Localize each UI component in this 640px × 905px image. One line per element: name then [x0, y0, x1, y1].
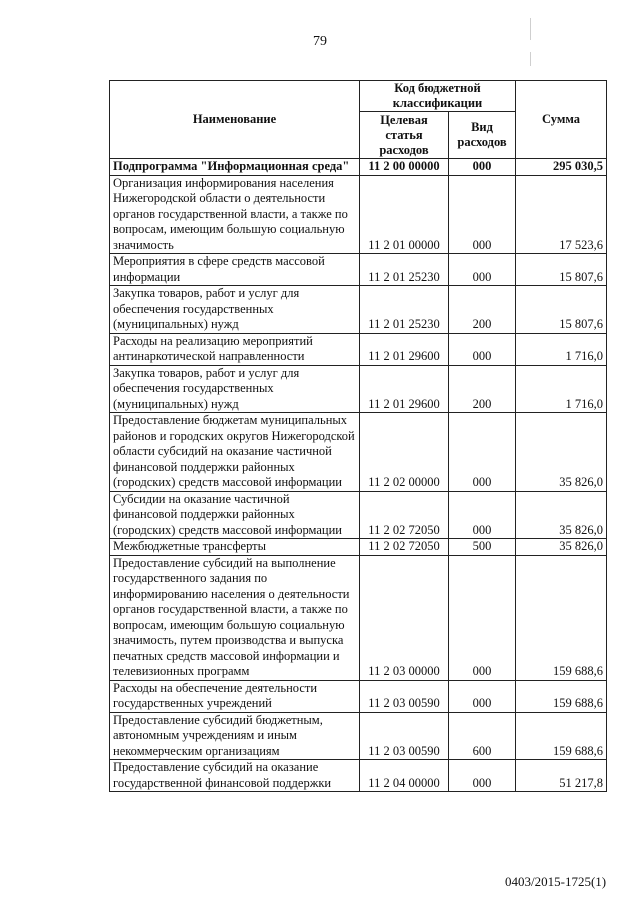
- table-body: [110, 159, 607, 792]
- table-row: [110, 712, 607, 760]
- row-target-code: 11 2 03 00590: [360, 680, 449, 712]
- row-target-code: 11 2 02 72050: [360, 539, 449, 556]
- table-row: [110, 286, 607, 334]
- row-sum: 35 826,0: [516, 539, 607, 556]
- table-row: [110, 159, 607, 176]
- row-name: Предоставление субсидий на оказание государственной финансовой поддержки: [110, 760, 360, 792]
- row-name: Закупка товаров, работ и услуг для обеспечения государственных (муниципальных) нужд: [110, 365, 360, 413]
- row-expense-type: 200: [449, 286, 516, 334]
- margin-mark: [530, 52, 531, 66]
- row-sum: 1 716,0: [516, 365, 607, 413]
- row-target-code: 11 2 01 29600: [360, 333, 449, 365]
- row-expense-type: 000: [449, 413, 516, 492]
- row-expense-type: 000: [449, 333, 516, 365]
- row-sum: 15 807,6: [516, 286, 607, 334]
- table-row: [110, 555, 607, 680]
- row-expense-type: 000: [449, 491, 516, 539]
- row-target-code: 11 2 03 00590: [360, 712, 449, 760]
- row-sum: 15 807,6: [516, 254, 607, 286]
- table-row: [110, 680, 607, 712]
- row-target-code: 11 2 04 00000: [360, 760, 449, 792]
- row-name: Предоставление субсидий на выполнение государственного задания по информированию населения о деятельности органов государственной власти, а также по вопросам, имеющим большую социальную значимость, путем производства и выпуска печатных средств массовой информации и телевизионных программ: [110, 555, 360, 680]
- row-expense-type: 500: [449, 539, 516, 556]
- row-sum: 51 217,8: [516, 760, 607, 792]
- row-expense-type: 000: [449, 254, 516, 286]
- row-name: Подпрограмма "Информационная среда": [110, 159, 360, 176]
- row-name: Межбюджетные трансферты: [110, 539, 360, 556]
- budget-table: [109, 80, 607, 792]
- row-expense-type: 000: [449, 760, 516, 792]
- row-sum: 35 826,0: [516, 413, 607, 492]
- row-target-code: 11 2 02 72050: [360, 491, 449, 539]
- header-target: Целевая статья расходов: [360, 112, 449, 159]
- table-row: [110, 539, 607, 556]
- table-row: [110, 760, 607, 792]
- header-type: Вид расходов: [449, 112, 516, 159]
- row-name: Организация информирования населения Нижегородской области о деятельности органов государственной власти, а также по вопросам, имеющим большую социальную значимость: [110, 175, 360, 254]
- row-target-code: 11 2 01 29600: [360, 365, 449, 413]
- header-code-group: Код бюджетной классификации: [360, 81, 516, 112]
- row-target-code: 11 2 00 00000: [360, 159, 449, 176]
- row-name: Субсидии на оказание частичной финансовой поддержки районных (городских) средств массовой информации: [110, 491, 360, 539]
- row-expense-type: 600: [449, 712, 516, 760]
- row-target-code: 11 2 01 25230: [360, 254, 449, 286]
- row-expense-type: 000: [449, 555, 516, 680]
- header-sum: Сумма: [516, 81, 607, 159]
- row-name: Мероприятия в сфере средств массовой информации: [110, 254, 360, 286]
- table-row: [110, 365, 607, 413]
- header-name: Наименование: [110, 81, 360, 159]
- page-number: 79: [313, 34, 327, 49]
- table-row: [110, 333, 607, 365]
- row-sum: 35 826,0: [516, 491, 607, 539]
- table-row: [110, 175, 607, 254]
- margin-mark: [530, 18, 531, 40]
- row-name: Расходы на реализацию мероприятий антинаркотической направленности: [110, 333, 360, 365]
- row-target-code: 11 2 01 25230: [360, 286, 449, 334]
- row-expense-type: 000: [449, 159, 516, 176]
- table-row: [110, 491, 607, 539]
- document-code: 0403/2015-1725(1): [505, 874, 607, 889]
- row-expense-type: 000: [449, 175, 516, 254]
- row-expense-type: 200: [449, 365, 516, 413]
- row-sum: 295 030,5: [516, 159, 607, 176]
- row-sum: 159 688,6: [516, 555, 607, 680]
- table-row: [110, 254, 607, 286]
- row-name: Расходы на обеспечение деятельности государственных учреждений: [110, 680, 360, 712]
- row-name: Закупка товаров, работ и услуг для обеспечения государственных (муниципальных) нужд: [110, 286, 360, 334]
- row-sum: 17 523,6: [516, 175, 607, 254]
- row-expense-type: 000: [449, 680, 516, 712]
- row-target-code: 11 2 01 00000: [360, 175, 449, 254]
- row-name: Предоставление бюджетам муниципальных районов и городских округов Нижегородской области субсидий на оказание частичной финансовой поддержки районных (городских) средств массовой информации: [110, 413, 360, 492]
- row-sum: 159 688,6: [516, 680, 607, 712]
- row-sum: 159 688,6: [516, 712, 607, 760]
- table-row: [110, 413, 607, 492]
- row-sum: 1 716,0: [516, 333, 607, 365]
- row-target-code: 11 2 02 00000: [360, 413, 449, 492]
- row-target-code: 11 2 03 00000: [360, 555, 449, 680]
- row-name: Предоставление субсидий бюджетным, автономным учреждениям и иным некоммерческим организациям: [110, 712, 360, 760]
